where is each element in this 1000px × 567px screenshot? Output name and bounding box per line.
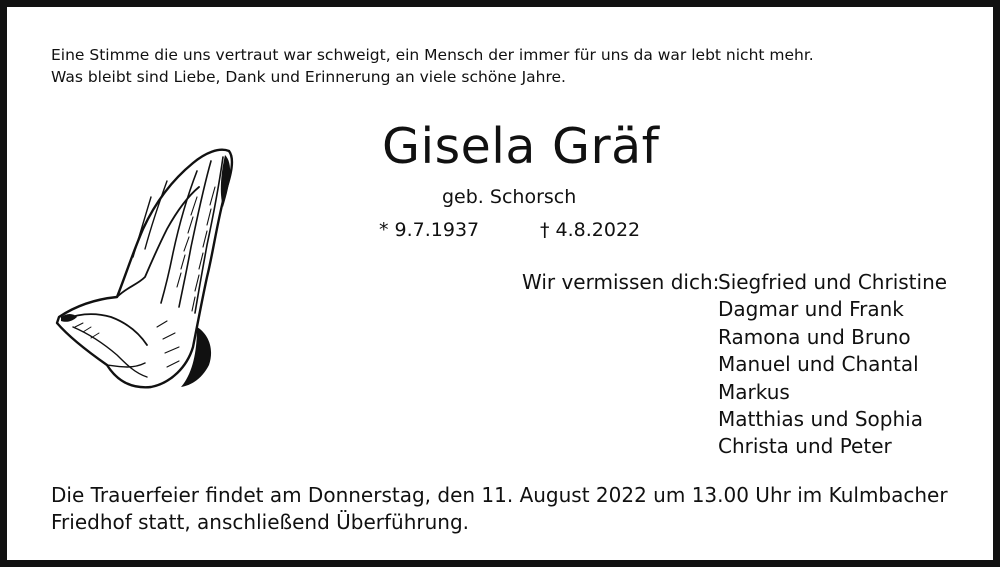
deceased-name: Gisela Gräf bbox=[382, 118, 660, 175]
mourner-name: Manuel und Chantal bbox=[718, 352, 919, 377]
footer-line-1: Die Trauerfeier findet am Donnerstag, den 11. August 2022 um 13.00 Uhr im Kulmbacher bbox=[51, 483, 948, 507]
intro-quote bbox=[51, 44, 814, 88]
praying-hands-icon bbox=[47, 137, 239, 399]
mourners-list bbox=[718, 269, 947, 461]
mourner-name: Siegfried und Christine bbox=[718, 270, 948, 294]
intro-line-2: Was bleibt sind Liebe, Dank und Erinnerung an viele schöne Jahre. bbox=[51, 68, 566, 86]
death-date: † 4.8.2022 bbox=[540, 219, 641, 241]
intro-line-1: Eine Stimme die uns vertraut war schweigt, ein Mensch der immer für uns da war lebt nicht mehr. bbox=[51, 46, 814, 64]
maiden-name: geb. Schorsch bbox=[442, 186, 577, 208]
funeral-announcement bbox=[51, 482, 948, 536]
mourner-name: Markus bbox=[718, 379, 790, 404]
mourner-name: Ramona und Bruno bbox=[718, 324, 911, 349]
mourner-name: Matthias und Sophia bbox=[718, 407, 923, 432]
mourner-name: Christa und Peter bbox=[718, 434, 892, 459]
mourner-name: Dagmar und Frank bbox=[718, 297, 904, 322]
birth-date: * 9.7.1937 bbox=[379, 219, 480, 241]
footer-line-2: Friedhof statt, anschließend Überführung. bbox=[51, 510, 470, 534]
mourners-label: Wir vermissen dich: bbox=[522, 270, 720, 294]
